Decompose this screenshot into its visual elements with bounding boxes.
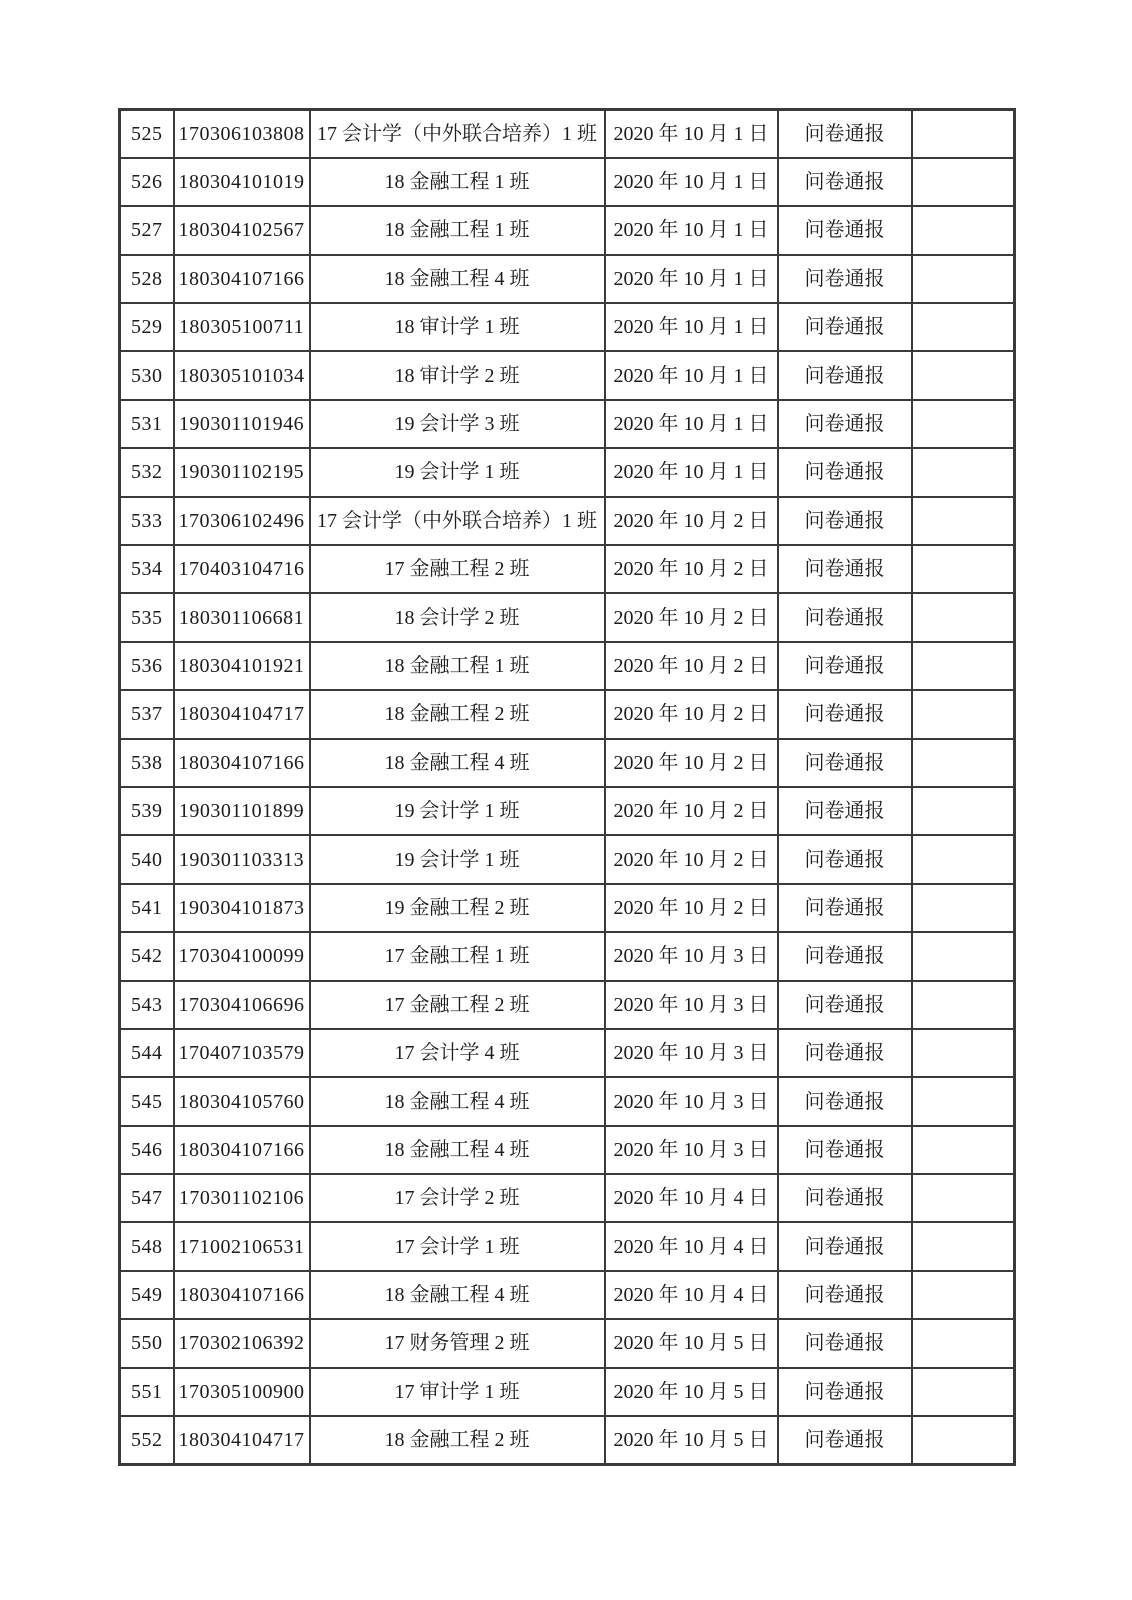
class-name-cell: 18 金融工程 2 班 [310,1416,605,1464]
table-row [120,158,1015,206]
remark-cell [912,981,1015,1029]
report-type-cell: 问卷通报 [778,1077,912,1125]
report-type-cell: 问卷通报 [778,787,912,835]
report-type-cell: 问卷通报 [778,400,912,448]
report-type-cell: 问卷通报 [778,255,912,303]
table-row [120,593,1015,641]
report-type-cell: 问卷通报 [778,1174,912,1222]
row-number-cell: 549 [120,1271,174,1319]
class-name-cell: 18 金融工程 4 班 [310,255,605,303]
row-number-cell: 550 [120,1319,174,1367]
row-number-cell: 547 [120,1174,174,1222]
remark-cell [912,1319,1015,1367]
remark-cell [912,497,1015,545]
table-row [120,545,1015,593]
remark-cell [912,1029,1015,1077]
class-name-cell: 17 财务管理 2 班 [310,1319,605,1367]
class-name-cell: 19 会计学 3 班 [310,400,605,448]
student-id-cell: 180304104717 [174,1416,310,1464]
date-cell: 2020 年 10 月 3 日 [605,1029,778,1077]
student-id-cell: 180304107166 [174,1126,310,1174]
report-table-body [120,110,1015,1465]
remark-cell [912,351,1015,399]
table-row [120,1174,1015,1222]
class-name-cell: 18 金融工程 1 班 [310,206,605,254]
table-row [120,255,1015,303]
class-name-cell: 19 会计学 1 班 [310,787,605,835]
date-cell: 2020 年 10 月 2 日 [605,642,778,690]
row-number-cell: 548 [120,1222,174,1270]
date-cell: 2020 年 10 月 1 日 [605,158,778,206]
student-id-cell: 170302106392 [174,1319,310,1367]
class-name-cell: 17 金融工程 1 班 [310,932,605,980]
table-row [120,400,1015,448]
row-number-cell: 536 [120,642,174,690]
class-name-cell: 19 会计学 1 班 [310,835,605,883]
remark-cell [912,1271,1015,1319]
table-row [120,981,1015,1029]
table-row [120,1319,1015,1367]
date-cell: 2020 年 10 月 1 日 [605,255,778,303]
student-id-cell: 190301101899 [174,787,310,835]
student-id-cell: 190304101873 [174,884,310,932]
remark-cell [912,1222,1015,1270]
remark-cell [912,1368,1015,1416]
table-row [120,835,1015,883]
report-type-cell: 问卷通报 [778,206,912,254]
table-row [120,739,1015,787]
row-number-cell: 531 [120,400,174,448]
student-id-cell: 170305100900 [174,1368,310,1416]
table-row [120,110,1015,158]
report-type-cell: 问卷通报 [778,158,912,206]
row-number-cell: 530 [120,351,174,399]
row-number-cell: 541 [120,884,174,932]
report-type-cell: 问卷通报 [778,1126,912,1174]
student-id-cell: 180304107166 [174,739,310,787]
student-id-cell: 180304105760 [174,1077,310,1125]
table-row [120,690,1015,738]
student-id-cell: 180304101921 [174,642,310,690]
date-cell: 2020 年 10 月 3 日 [605,932,778,980]
report-type-cell: 问卷通报 [778,1319,912,1367]
date-cell: 2020 年 10 月 2 日 [605,545,778,593]
row-number-cell: 542 [120,932,174,980]
student-id-cell: 180304104717 [174,690,310,738]
student-id-cell: 180301106681 [174,593,310,641]
row-number-cell: 543 [120,981,174,1029]
row-number-cell: 528 [120,255,174,303]
remark-cell [912,110,1015,158]
class-name-cell: 18 金融工程 4 班 [310,1271,605,1319]
date-cell: 2020 年 10 月 1 日 [605,110,778,158]
date-cell: 2020 年 10 月 2 日 [605,787,778,835]
table-row [120,303,1015,351]
report-type-cell: 问卷通报 [778,497,912,545]
row-number-cell: 526 [120,158,174,206]
class-name-cell: 18 审计学 2 班 [310,351,605,399]
date-cell: 2020 年 10 月 5 日 [605,1319,778,1367]
report-type-cell: 问卷通报 [778,1416,912,1464]
student-id-cell: 180304102567 [174,206,310,254]
row-number-cell: 538 [120,739,174,787]
class-name-cell: 19 会计学 1 班 [310,448,605,496]
date-cell: 2020 年 10 月 1 日 [605,303,778,351]
class-name-cell: 18 金融工程 2 班 [310,690,605,738]
report-type-cell: 问卷通报 [778,545,912,593]
remark-cell [912,593,1015,641]
student-id-cell: 170407103579 [174,1029,310,1077]
report-type-cell: 问卷通报 [778,303,912,351]
class-name-cell: 19 金融工程 2 班 [310,884,605,932]
report-type-cell: 问卷通报 [778,690,912,738]
date-cell: 2020 年 10 月 3 日 [605,1126,778,1174]
student-id-cell: 170304100099 [174,932,310,980]
remark-cell [912,1077,1015,1125]
table-row [120,1368,1015,1416]
date-cell: 2020 年 10 月 4 日 [605,1222,778,1270]
report-type-cell: 问卷通报 [778,835,912,883]
class-name-cell: 17 会计学（中外联合培养）1 班 [310,110,605,158]
row-number-cell: 537 [120,690,174,738]
student-id-cell: 190301103313 [174,835,310,883]
table-row [120,351,1015,399]
student-id-cell: 170304106696 [174,981,310,1029]
class-name-cell: 17 会计学 1 班 [310,1222,605,1270]
date-cell: 2020 年 10 月 2 日 [605,690,778,738]
date-cell: 2020 年 10 月 1 日 [605,206,778,254]
report-table [118,108,1016,1466]
remark-cell [912,448,1015,496]
remark-cell [912,932,1015,980]
report-type-cell: 问卷通报 [778,1368,912,1416]
class-name-cell: 18 金融工程 4 班 [310,1077,605,1125]
row-number-cell: 533 [120,497,174,545]
report-type-cell: 问卷通报 [778,593,912,641]
student-id-cell: 180305101034 [174,351,310,399]
remark-cell [912,400,1015,448]
row-number-cell: 527 [120,206,174,254]
date-cell: 2020 年 10 月 2 日 [605,835,778,883]
report-type-cell: 问卷通报 [778,1029,912,1077]
report-type-cell: 问卷通报 [778,110,912,158]
row-number-cell: 540 [120,835,174,883]
student-id-cell: 180304107166 [174,255,310,303]
date-cell: 2020 年 10 月 2 日 [605,739,778,787]
date-cell: 2020 年 10 月 1 日 [605,400,778,448]
row-number-cell: 544 [120,1029,174,1077]
report-type-cell: 问卷通报 [778,884,912,932]
class-name-cell: 17 金融工程 2 班 [310,545,605,593]
class-name-cell: 17 审计学 1 班 [310,1368,605,1416]
remark-cell [912,1416,1015,1464]
student-id-cell: 170301102106 [174,1174,310,1222]
student-id-cell: 180304107166 [174,1271,310,1319]
table-row [120,1222,1015,1270]
student-id-cell: 190301102195 [174,448,310,496]
class-name-cell: 18 会计学 2 班 [310,593,605,641]
remark-cell [912,303,1015,351]
student-id-cell: 180305100711 [174,303,310,351]
remark-cell [912,255,1015,303]
remark-cell [912,158,1015,206]
row-number-cell: 532 [120,448,174,496]
table-row [120,497,1015,545]
row-number-cell: 529 [120,303,174,351]
report-type-cell: 问卷通报 [778,932,912,980]
report-type-cell: 问卷通报 [778,642,912,690]
date-cell: 2020 年 10 月 4 日 [605,1174,778,1222]
row-number-cell: 551 [120,1368,174,1416]
table-row [120,884,1015,932]
row-number-cell: 546 [120,1126,174,1174]
class-name-cell: 17 会计学（中外联合培养）1 班 [310,497,605,545]
table-row [120,1029,1015,1077]
student-id-cell: 170403104716 [174,545,310,593]
date-cell: 2020 年 10 月 1 日 [605,351,778,399]
student-id-cell: 170306103808 [174,110,310,158]
table-row [120,1271,1015,1319]
remark-cell [912,787,1015,835]
class-name-cell: 17 会计学 4 班 [310,1029,605,1077]
report-type-cell: 问卷通报 [778,981,912,1029]
student-id-cell: 190301101946 [174,400,310,448]
table-row [120,787,1015,835]
date-cell: 2020 年 10 月 3 日 [605,981,778,1029]
date-cell: 2020 年 10 月 5 日 [605,1416,778,1464]
row-number-cell: 534 [120,545,174,593]
table-row [120,448,1015,496]
date-cell: 2020 年 10 月 2 日 [605,884,778,932]
remark-cell [912,835,1015,883]
class-name-cell: 18 金融工程 4 班 [310,1126,605,1174]
row-number-cell: 545 [120,1077,174,1125]
table-row [120,1416,1015,1464]
row-number-cell: 552 [120,1416,174,1464]
remark-cell [912,690,1015,738]
row-number-cell: 539 [120,787,174,835]
remark-cell [912,1174,1015,1222]
class-name-cell: 18 金融工程 1 班 [310,158,605,206]
report-type-cell: 问卷通报 [778,1271,912,1319]
date-cell: 2020 年 10 月 1 日 [605,448,778,496]
student-id-cell: 180304101019 [174,158,310,206]
table-row [120,206,1015,254]
remark-cell [912,1126,1015,1174]
table-row [120,1126,1015,1174]
student-id-cell: 171002106531 [174,1222,310,1270]
remark-cell [912,884,1015,932]
class-name-cell: 17 金融工程 2 班 [310,981,605,1029]
remark-cell [912,545,1015,593]
remark-cell [912,739,1015,787]
table-row [120,1077,1015,1125]
remark-cell [912,206,1015,254]
student-id-cell: 170306102496 [174,497,310,545]
report-type-cell: 问卷通报 [778,739,912,787]
report-type-cell: 问卷通报 [778,448,912,496]
class-name-cell: 18 审计学 1 班 [310,303,605,351]
class-name-cell: 18 金融工程 4 班 [310,739,605,787]
remark-cell [912,642,1015,690]
date-cell: 2020 年 10 月 2 日 [605,593,778,641]
table-row [120,932,1015,980]
date-cell: 2020 年 10 月 2 日 [605,497,778,545]
row-number-cell: 525 [120,110,174,158]
date-cell: 2020 年 10 月 3 日 [605,1077,778,1125]
date-cell: 2020 年 10 月 5 日 [605,1368,778,1416]
row-number-cell: 535 [120,593,174,641]
class-name-cell: 17 会计学 2 班 [310,1174,605,1222]
table-row [120,642,1015,690]
report-type-cell: 问卷通报 [778,1222,912,1270]
date-cell: 2020 年 10 月 4 日 [605,1271,778,1319]
class-name-cell: 18 金融工程 1 班 [310,642,605,690]
report-type-cell: 问卷通报 [778,351,912,399]
